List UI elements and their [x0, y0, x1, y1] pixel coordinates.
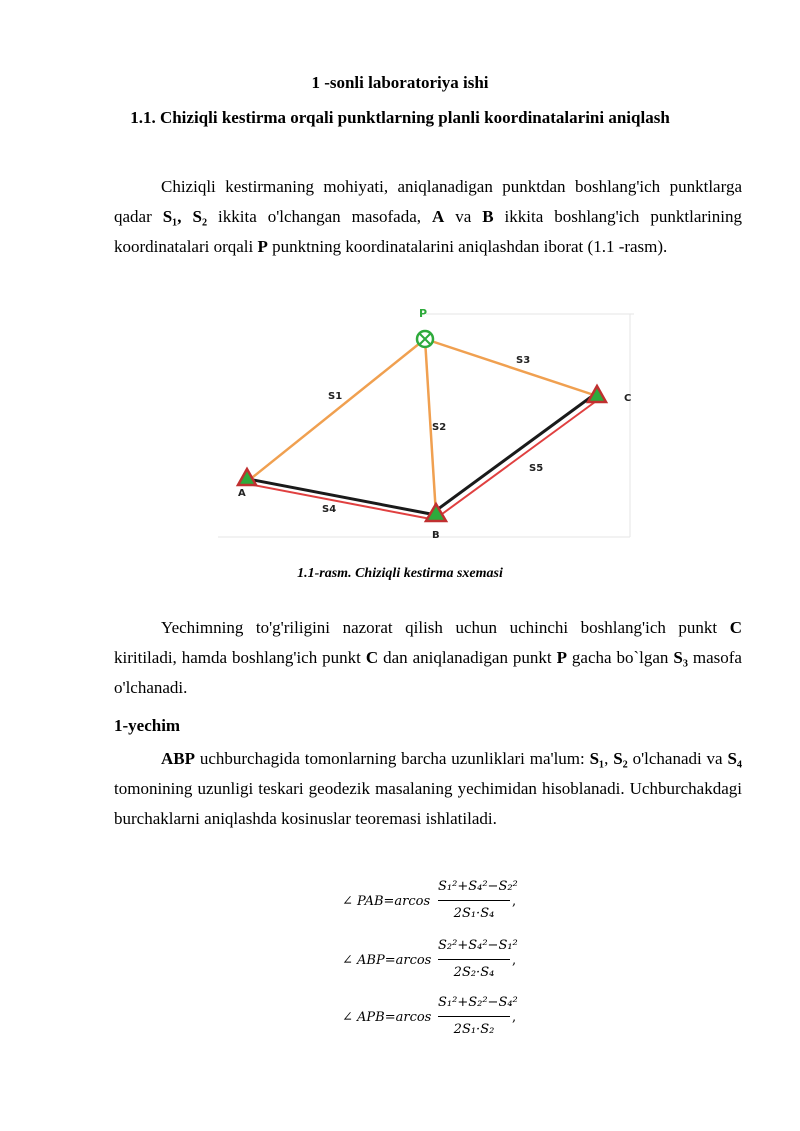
- term-s4: S₄: [727, 749, 742, 768]
- term-p: P: [257, 237, 268, 256]
- text-run: dan aniqlanadigan punkt: [378, 648, 557, 667]
- label-s1: S1: [328, 391, 343, 402]
- formula-comma: ,: [512, 1010, 517, 1025]
- text-run: Chiziqli kestirmaning mohiyati, aniqlanadigan punktdan boshlang'ich punktlarga qadar: [114, 177, 742, 226]
- fraction-bar: [438, 959, 510, 960]
- solution-heading: 1-yechim: [114, 716, 181, 735]
- point-p-marker: [417, 331, 433, 347]
- formula-numerator: S₁²+S₂²−S₄²: [438, 995, 518, 1010]
- term-abp: ABP: [161, 749, 195, 768]
- label-s2: S2: [432, 422, 447, 433]
- scheme-figure: [218, 305, 634, 541]
- control-paragraph: [114, 613, 742, 703]
- text-run: o'lchanadi va: [627, 749, 728, 768]
- formula-comma: ,: [512, 894, 517, 909]
- text-run: punktning koordinatalarini aniqlashdan iborat (1.1 -rasm).: [267, 237, 668, 256]
- formula-numerator: S₂²+S₄²−S₁²: [438, 938, 518, 953]
- lab-title: 1 -sonli laboratoriya ishi: [311, 73, 489, 92]
- text-run: ,: [604, 749, 614, 768]
- text-run: kiritiladi, hamda boshlang'ich punkt: [114, 648, 366, 667]
- formula-numerator: S₁²+S₄²−S₂²: [438, 879, 518, 894]
- term-c: C: [729, 618, 742, 637]
- formula-denominator: 2S₁·S₂: [453, 1022, 495, 1037]
- term-c: C: [365, 648, 379, 667]
- term-s2: S₂: [613, 749, 628, 768]
- label-p: P: [419, 307, 428, 320]
- term-s3: S₃: [673, 648, 688, 667]
- text-run: ikkita boshlang'ich punktlarining koordinatalari orqali: [114, 207, 742, 256]
- term-b: B: [482, 207, 494, 226]
- label-c: C: [624, 393, 632, 404]
- label-s5: S5: [529, 463, 544, 474]
- term-s2: S₂: [192, 207, 208, 226]
- scheme-diagram: [218, 305, 634, 541]
- text-run: masofa o'lchanadi.: [114, 648, 742, 697]
- text-run: Yechimning to'g'riligini nazorat qilish uchun uchinchi boshlang'ich punkt: [161, 618, 730, 637]
- term-p: P: [556, 648, 567, 667]
- formula-fraction: [438, 935, 518, 984]
- label-b: B: [432, 530, 440, 541]
- text-run: tomonining uzunligi teskari geodezik masalaning yechimidan hisoblanadi. Uchburchakdagi burchaklarni aniqlashda kosinuslar teoremasi ishlatiladi.: [114, 779, 742, 828]
- formula-denominator: 2S₂·S₄: [453, 965, 495, 980]
- formula-comma: ,: [512, 953, 517, 968]
- label-s3: S3: [516, 355, 531, 366]
- fraction-bar: [438, 900, 510, 901]
- text-run: uchburchagida tomonlarning barcha uzunliklari ma'lum:: [195, 749, 590, 768]
- fraction-bar: [438, 1016, 510, 1017]
- term-s1: S₁: [589, 749, 605, 768]
- term-a: A: [431, 207, 445, 226]
- formula-lhs: ∠ PAB=arcos: [342, 894, 431, 909]
- text-run: [182, 207, 193, 226]
- text-run: gacha bo`lgan: [566, 648, 674, 667]
- formula-denominator: 2S₁·S₄: [453, 906, 495, 921]
- text-run: ikkita o'lchangan masofada,: [207, 207, 432, 226]
- formula-fraction: [438, 992, 518, 1041]
- term-s1: S₁,: [162, 207, 182, 226]
- figure-caption: 1.1-rasm. Chiziqli kestirma sxemasi: [297, 566, 503, 581]
- formula-lhs: ∠ ABP=arcos: [342, 953, 432, 968]
- text-run: va: [444, 207, 483, 226]
- formula-lhs: ∠ APB=arcos: [342, 1010, 432, 1025]
- label-s4: S4: [322, 504, 337, 515]
- solution-paragraph: [114, 744, 742, 834]
- formula-fraction: [438, 876, 518, 925]
- label-a: A: [238, 488, 246, 499]
- section-title: 1.1. Chiziqli kestirma orqali punktlarning planli koordinatalarini aniqlash: [130, 108, 670, 127]
- intro-paragraph: [114, 172, 742, 262]
